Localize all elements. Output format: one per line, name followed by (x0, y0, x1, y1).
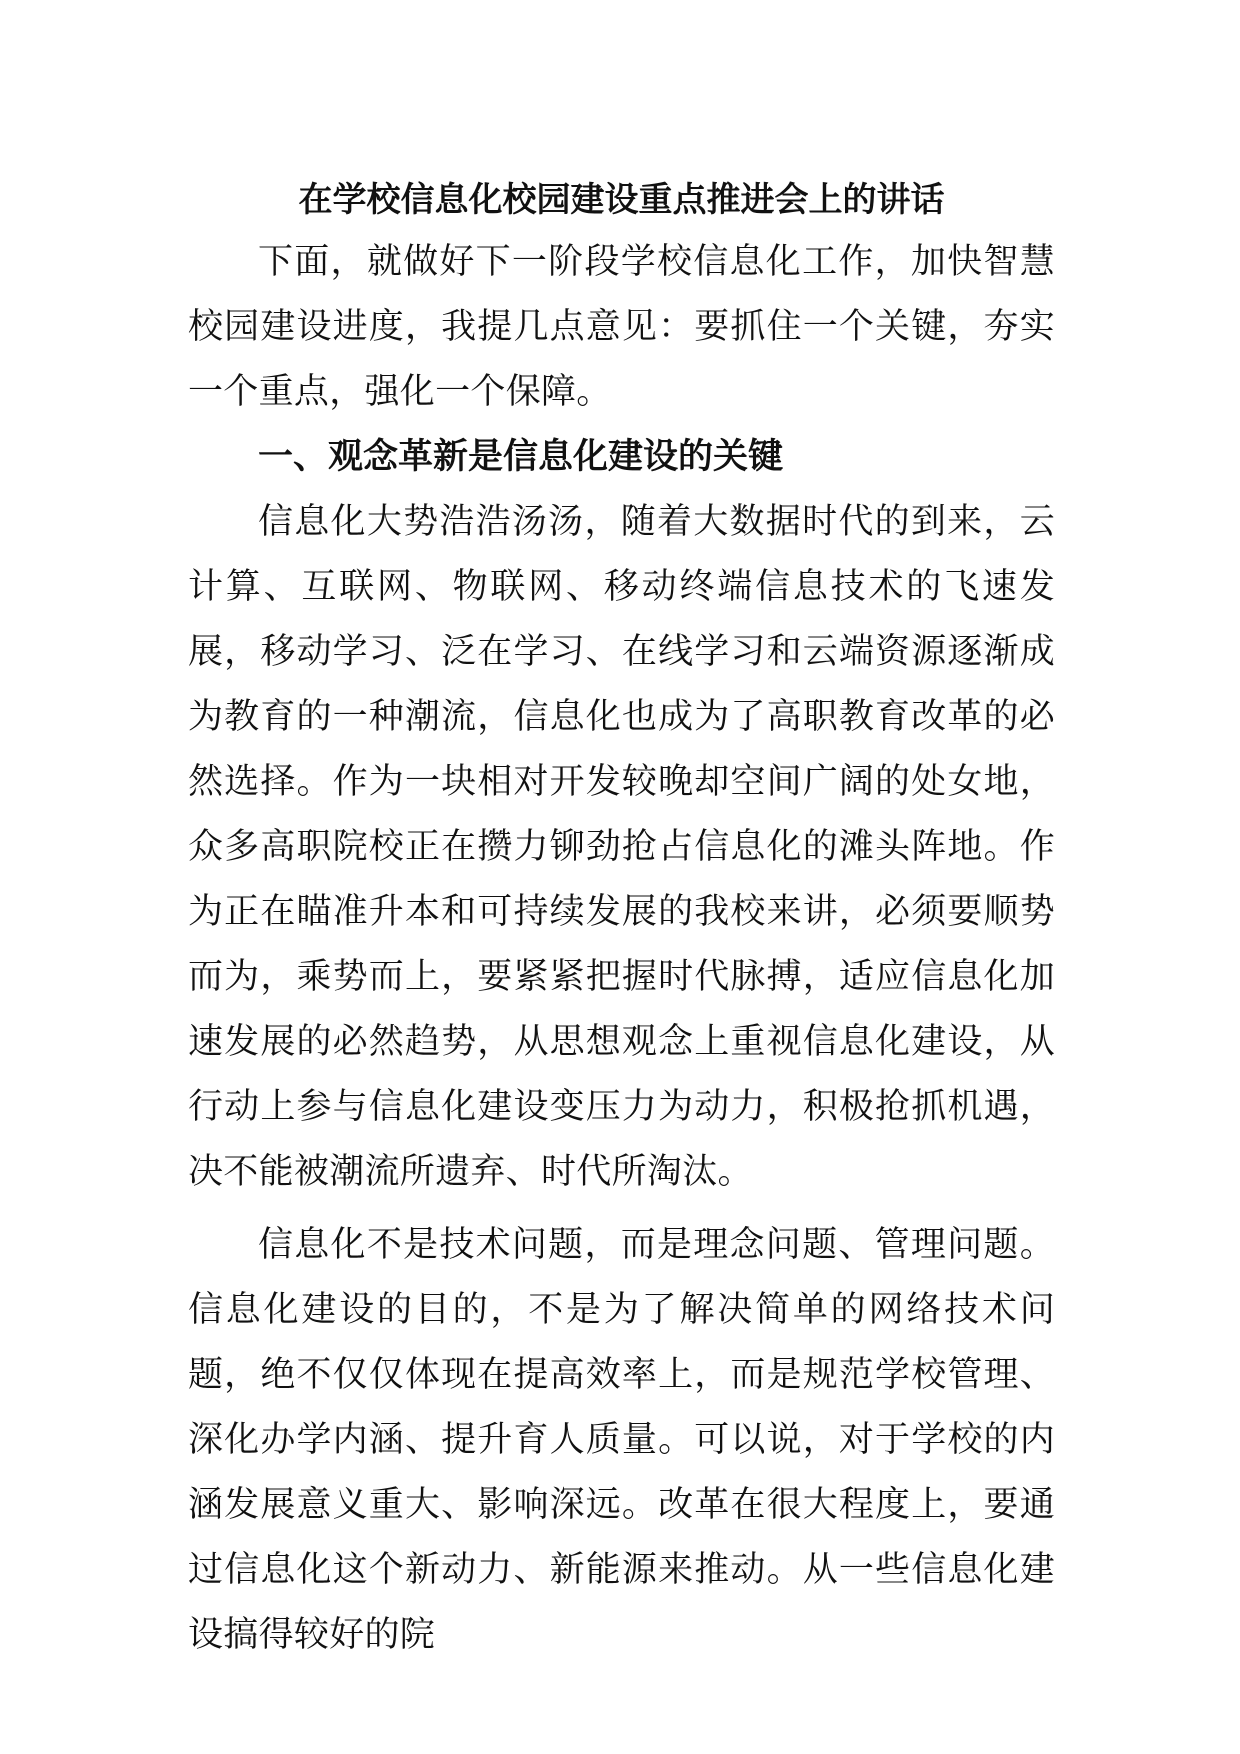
intro-paragraph: 下面，就做好下一阶段学校信息化工作，加快智慧校园建设进度，我提几点意见：要抓住一个关键，夯实一个重点，强化一个保障。 (188, 242, 1055, 412)
document-title: 在学校信息化校园建设重点推进会上的讲话 (298, 180, 945, 220)
body-paragraph-1: 信息化大势浩浩汤汤，随着大数据时代的到来，云计算、互联网、物联网、移动终端信息技术的飞速发展，移动学习、泛在学习、在线学习和云端资源逐渐成为教育的一种潮流，信息化也成为了高职教育改革的必然选择。作为一块相对开发较晚却空间广阔的处女地，众多高职院校正在攒力铆劲抢占信息化的滩头阵地。作为正在瞄准升本和可持续发展的我校来讲，必须要顺势而为，乘势而上，要紧紧把握时代脉搏，适应信息化加速发展的必然趋势，从思想观念上重视信息化建设，从行动上参与信息化建设变压力为动力，积极抢抓机遇，决不能被潮流所遗弃、时代所淘汰。 (188, 502, 1055, 1192)
document-body (188, 170, 1055, 1668)
section-heading: 一、观念革新是信息化建设的关键 (258, 437, 784, 477)
body-paragraph-2: 信息化不是技术问题，而是理念问题、管理问题。信息化建设的目的，不是为了解决简单的网络技术问题，绝不仅仅体现在提高效率上，而是规范学校管理、深化办学内涵、提升育人质量。可以说，对于学校的内涵发展意义重大、影响深远。改革在很大程度上，要通过信息化这个新动力、新能源来推动。从一些信息化建设搞得较好的院 (188, 1225, 1055, 1655)
